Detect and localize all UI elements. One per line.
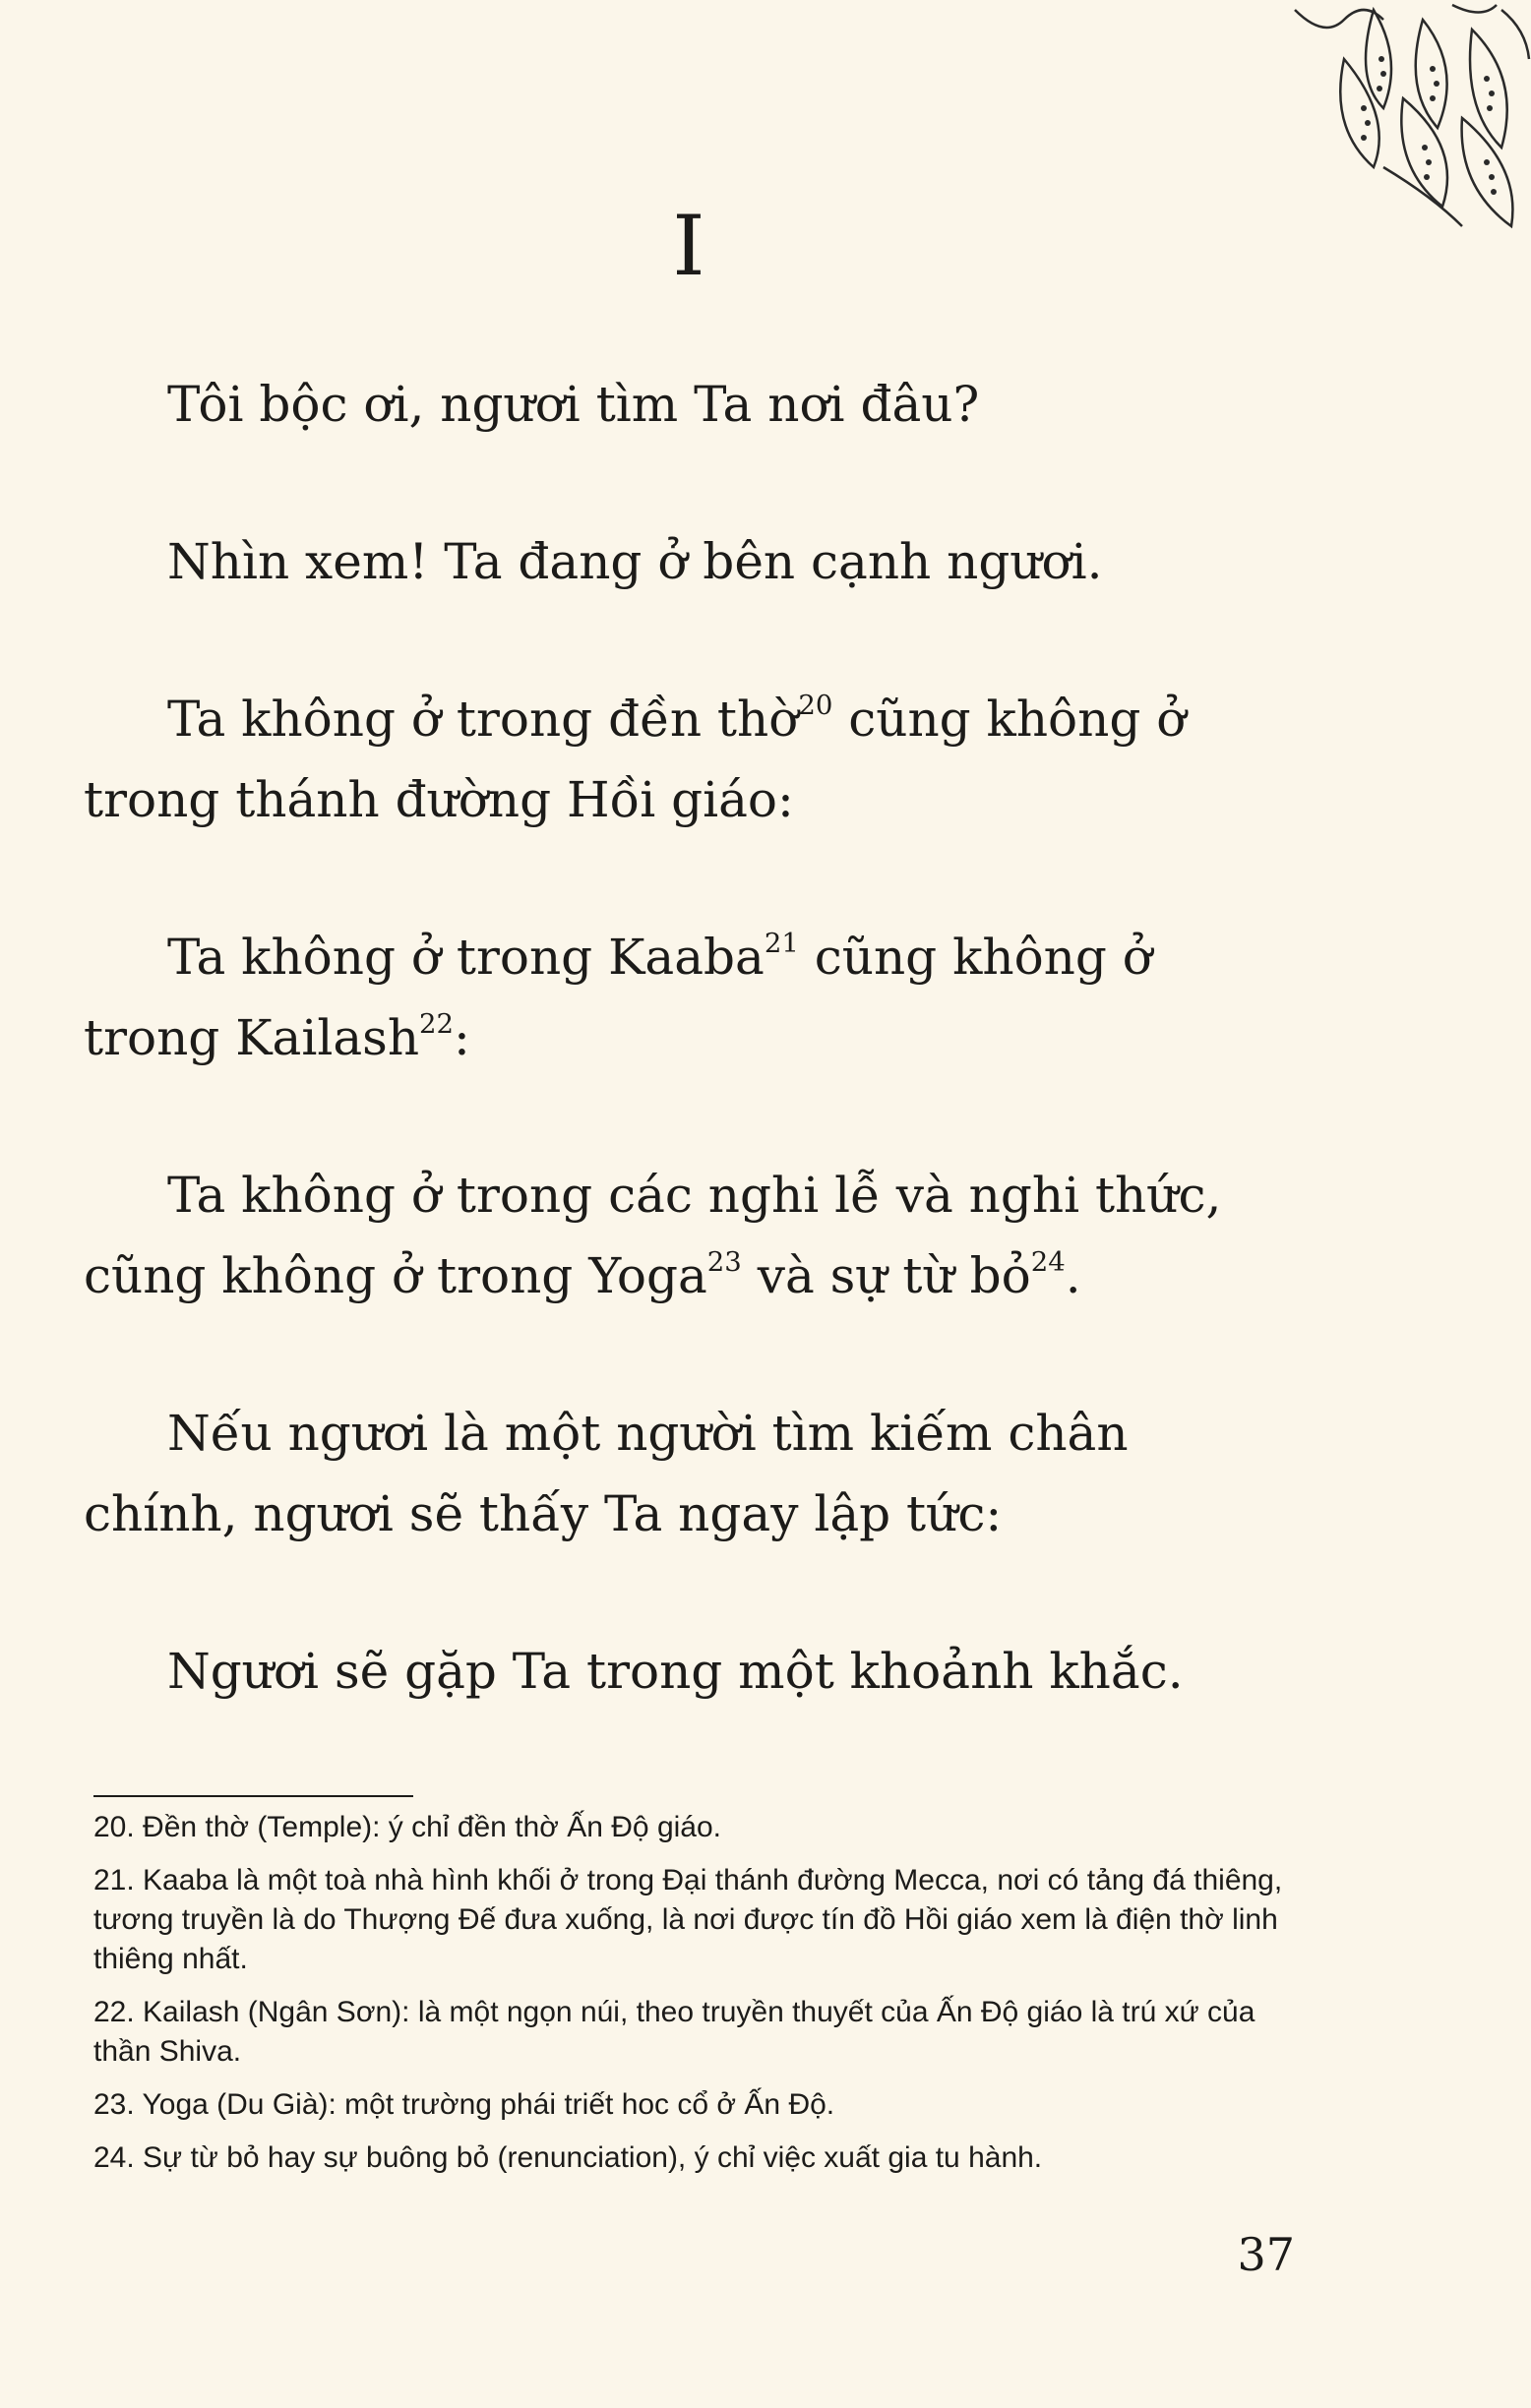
footnotes (93, 1808, 1304, 2192)
poem-line: Ta không ở trong đền thờ$^{20}$ cũng không ở trong thánh đường Hồi giáo: (84, 690, 1187, 828)
footnote: 22. Kailash (Ngân Sơn): là một ngọn núi, theo truyền thuyết của Ấn Độ giáo là trú xứ của thần Shiva. (93, 1996, 1255, 2068)
footnote: 20. Đền thờ (Temple): ý chỉ đền thờ Ấn Độ giáo. (93, 1811, 721, 1843)
poem-line: Ta không ở trong Kaaba$^{21}$ cũng không ở trong Kailash$^{22}$: (84, 928, 1152, 1066)
footnote-ref: 24 (1030, 1246, 1066, 1278)
poem-line: Nhìn xem! Ta đang ở bên cạnh ngươi. (167, 533, 1103, 590)
footnote-ref: 23 (706, 1246, 742, 1278)
footnote: 23. Yoga (Du Già): một trường phái triết hoc cổ ở Ấn Độ. (93, 2088, 835, 2121)
poem-line: Nếu ngươi là một người tìm kiếm chân chính, ngươi sẽ thấy Ta ngay lập tức: (84, 1405, 1129, 1542)
poem-line: Tôi bộc ơi, ngươi tìm Ta nơi đâu? (167, 376, 980, 433)
footnote: 21. Kaaba là một toà nhà hình khối ở trong Đại thánh đường Mecca, nơi có tảng đá thiêng, tương truyền là do Thượng Đế đưa xuống, là nơi được tín đồ Hồi giáo xem là điện thờ linh thiêng nhất. (93, 1864, 1283, 1975)
footnote-divider (93, 1795, 413, 1797)
poem-line: Ngươi sẽ gặp Ta trong một khoảnh khắc. (167, 1643, 1184, 1700)
footnote-ref: 22 (419, 1008, 455, 1040)
poem-body (84, 364, 1294, 1788)
footnote-ref: 21 (764, 928, 799, 959)
chapter-title: I (672, 198, 705, 294)
poem-line: Ta không ở trong các nghi lễ và nghi thức, cũng không ở trong Yoga$^{23}$ và sự từ bỏ$^{24}$. (84, 1167, 1222, 1304)
footnote: 24. Sự từ bỏ hay sự buông bỏ (renunciation), ý chỉ việc xuất gia tu hành. (93, 2141, 1043, 2174)
footnote-ref: 20 (798, 690, 833, 721)
page-number: 37 (1237, 2228, 1295, 2281)
